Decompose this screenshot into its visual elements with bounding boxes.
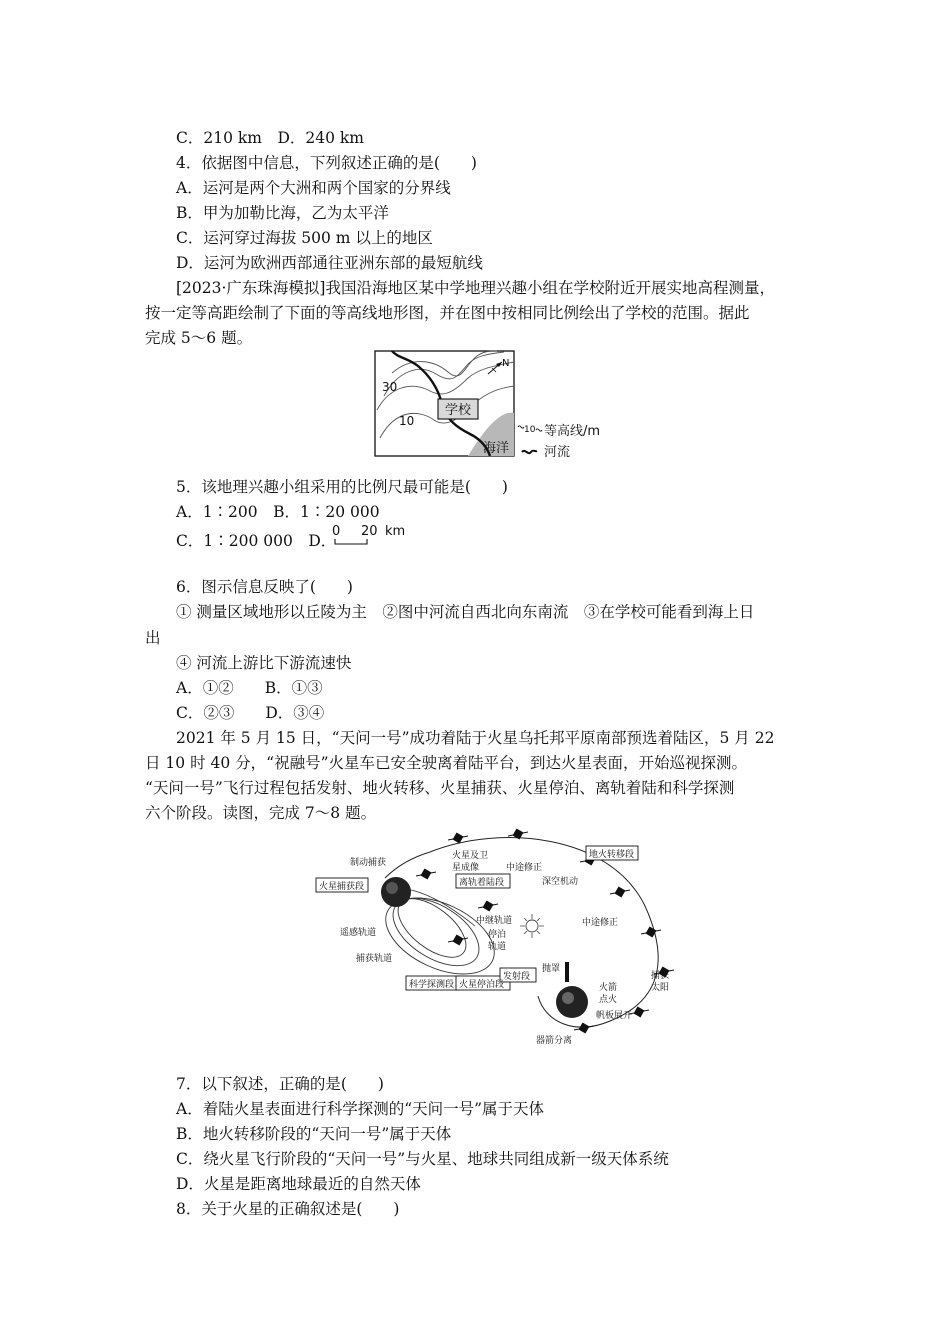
stage-launch: 发射段: [503, 972, 531, 982]
label-ignition-2: 点火: [599, 995, 618, 1005]
q7-option-c: C．绕火星飞行阶段的“天问一号”与火星、地球共同组成新一级天体系统: [176, 1150, 669, 1168]
intro-5-6-line-3: 完成 5～6 题。: [145, 329, 253, 347]
label-parking-orbit-1: 停泊: [488, 930, 507, 940]
intro-7-8-line-4: 六个阶段。读图，完成 7～8 题。: [145, 804, 377, 822]
label-parking-orbit-2: 轨道: [488, 942, 507, 952]
q8-stem: 8．关于火星的正确叙述是( ): [176, 1200, 400, 1218]
contour-label-30: 30: [382, 380, 398, 394]
label-mars-imaging-2: 星成像: [452, 863, 480, 873]
q4-option-b: B．甲为加勒比海，乙为太平洋: [176, 204, 389, 222]
scale-bar: [330, 520, 410, 550]
label-capture-orbit: 捕获轨道: [356, 954, 393, 964]
q6-statements-1: ① 测量区域地形以丘陵为主 ②图中河流自西北向东南流 ③在学校可能看到海上日: [176, 603, 755, 621]
stage-mars-capture: 火星捕获段: [319, 882, 365, 892]
label-deep-space: 深空机动: [542, 877, 579, 887]
legend-contour-sample: 10: [524, 425, 536, 435]
q4-option-c: C．运河穿过海拔 500 m 以上的地区: [176, 229, 433, 247]
school-label: 学校: [444, 403, 472, 418]
legend-contour-label: 等高线/m: [544, 424, 601, 439]
q5-options-cd: C．1∶200 000 D．: [176, 532, 337, 550]
label-midcourse-2: 中途修正: [582, 918, 619, 928]
scale-unit: km: [385, 524, 406, 539]
contour-map: [372, 348, 624, 460]
q7-stem: 7．以下叙述，正确的是( ): [176, 1075, 384, 1093]
legend-river-label: 河流: [544, 445, 571, 460]
intro-7-8-line-3: “天问一号”飞行过程包括发射、地火转移、火星捕获、火星停泊、离轨着陆和科学探测: [145, 779, 735, 797]
scale-twenty: 20: [361, 524, 378, 539]
q7-option-b: B．地火转移阶段的“天问一号”属于天体: [176, 1125, 452, 1143]
q4-option-a: A．运河是两个大洲和两个国家的分界线: [176, 179, 451, 197]
label-fairing: 抛罩: [542, 964, 561, 974]
stage-parking: 火星停泊段: [459, 980, 505, 990]
q5-stem: 5．该地理兴趣小组采用的比例尺最可能是( ): [176, 478, 508, 496]
label-separation: 器箭分离: [536, 1036, 573, 1046]
stage-deorbit-landing: 离轨着陆段: [459, 878, 505, 888]
label-remote-orbit: 遥感轨道: [340, 928, 377, 938]
label-panels: 帆板展开: [596, 1011, 633, 1021]
q5-options-ab: A．1∶200 B．1∶20 000: [176, 503, 380, 521]
intro-5-6-line-2: 按一定等高距绘制了下面的等高线地形图，并在图中按相同比例绘出了学校的范围。据此: [145, 304, 750, 322]
stage-earth-mars-transfer: 地火转移段: [589, 850, 635, 860]
label-capture-sun-1: 捕获: [651, 971, 670, 981]
contour-label-10: 10: [399, 414, 415, 428]
q6-stem: 6．图示信息反映了( ): [176, 578, 353, 596]
label-ignition-1: 火箭: [599, 983, 618, 993]
label-mars-imaging-1: 火星及卫: [452, 851, 489, 861]
q6-options-cd: C．②③ D．③④: [176, 704, 325, 722]
q6-options-ab: A．①② B．①③: [176, 679, 323, 697]
legend-river-symbol: [522, 451, 537, 454]
tianwen-diagram: [310, 826, 690, 1050]
q4-stem: 4．依据图中信息，下列叙述正确的是( ): [176, 154, 477, 172]
q4-option-d: D．运河为欧洲西部通往亚洲东部的最短航线: [176, 254, 483, 272]
north-label: N: [502, 358, 510, 369]
intro-7-8-line-2: 日 10 时 40 分，“祝融号”火星车已安全驶离着陆平台，到达火星表面，开始巡视探测。: [145, 754, 748, 772]
q7-option-d: D．火星是距离地球最近的自然天体: [176, 1175, 421, 1193]
sun-icon: [520, 914, 544, 938]
q7-option-a: A．着陆火星表面进行科学探测的“天问一号”属于天体: [176, 1100, 545, 1118]
q6-statements-2: 出: [145, 629, 161, 647]
stage-science: 科学探测段: [409, 980, 455, 990]
label-midcourse-1: 中途修正: [506, 863, 543, 873]
ocean-label: 海洋: [483, 441, 510, 456]
label-relay-orbit: 中继轨道: [476, 916, 513, 926]
label-capture-sun-2: 太阳: [651, 983, 670, 993]
q3-options-cd: C．210 km D．240 km: [176, 129, 364, 147]
intro-7-8-line-1: 2021 年 5 月 15 日，“天问一号”成功着陆于火星乌托邦平原南部预选着陆区，5 月 22: [176, 729, 775, 747]
label-braking-capture: 制动捕获: [350, 858, 387, 868]
q6-statements-3: ④ 河流上游比下游流速快: [176, 654, 352, 672]
intro-5-6-line-1: [2023·广东珠海模拟]我国沿海地区某中学地理兴趣小组在学校附近开展实地高程测量，: [176, 279, 775, 297]
scale-zero: 0: [332, 524, 341, 539]
